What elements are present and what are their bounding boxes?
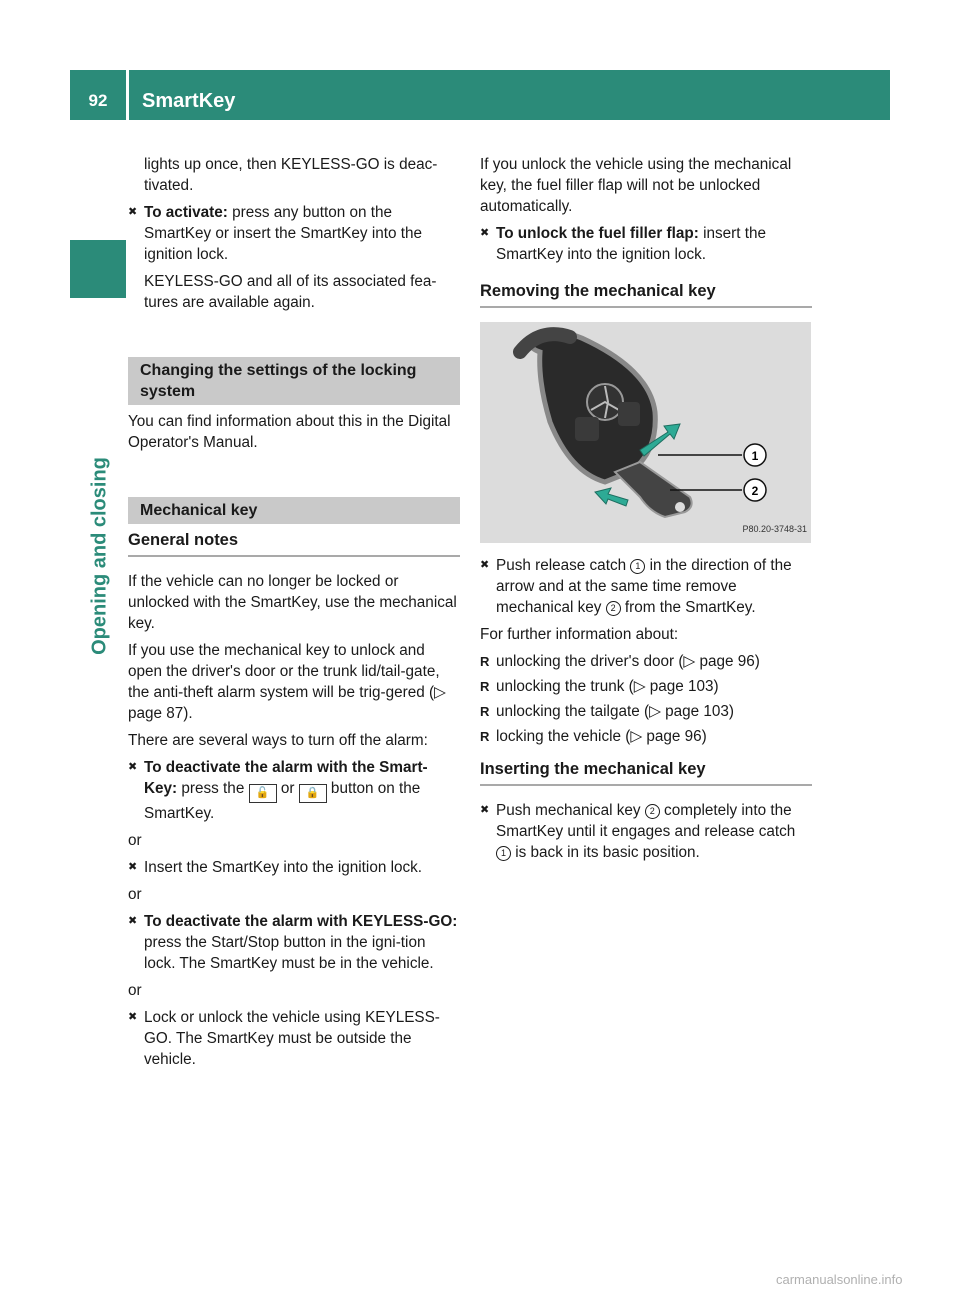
step-label: To activate: (144, 204, 228, 221)
step-insert-smartkey: ✖ Insert the SmartKey into the ignition lock. (128, 857, 460, 878)
callout-1: 1 (751, 449, 759, 463)
list-item: R locking the vehicle (▷ page 96) (480, 726, 812, 747)
smartkey-illustration (480, 322, 811, 543)
paragraph: There are several ways to turn off the alarm: (128, 732, 428, 749)
section-title: SmartKey (142, 90, 236, 112)
or-text: or (128, 982, 142, 999)
continued-text: lights up once, then KEYLESS-GO is deac-tivated. (144, 156, 438, 194)
heading-removing-key: Removing the mechanical key (480, 281, 812, 308)
step-lock-unlock-keyless: ✖ Lock or unlock the vehicle using KEYLESS-GO. The SmartKey must be outside the vehicle. (128, 1007, 460, 1070)
step-fuel-flap: ✖ To unlock the fuel filler flap: insert the SmartKey into the ignition lock. (480, 223, 812, 265)
lock-icon: 🔒 (299, 784, 327, 803)
paragraph: For further information about: (480, 626, 679, 643)
step-deactivate-smartkey: ✖ To deactivate the alarm with the Smart-Key: press the 🔓 or 🔒 button on the SmartKey. (128, 757, 460, 824)
page-header (70, 70, 890, 120)
heading-locking-settings: Changing the settings of the locking system (128, 357, 460, 405)
chapter-label: Opening and closing (88, 457, 111, 655)
or-text: or (128, 886, 142, 903)
paragraph-locking: You can find information about this in the Digital Operator's Manual. (128, 413, 451, 451)
step-push-release: ✖ Push release catch 1 in the direction of the arrow and at the same time remove mechanical key 2 from the SmartKey. (480, 555, 812, 618)
step-result: KEYLESS-GO and all of its associated fea-tures are available again. (144, 273, 437, 311)
heading-inserting-key: Inserting the mechanical key (480, 759, 812, 786)
list-item: R unlocking the tailgate (▷ page 103) (480, 701, 812, 722)
list-item: R unlocking the driver's door (▷ page 96) (480, 651, 812, 672)
callout-ref-2: 2 (645, 804, 660, 819)
smartkey-figure (480, 322, 811, 543)
paragraph: If you use the mechanical key to unlock and open the driver's door or the trunk lid/tail-gate, the anti-theft alarm system will be trig-gered (▷ page 87). (128, 642, 446, 722)
callout-ref-1: 1 (630, 559, 645, 574)
side-tab-marker (70, 240, 126, 298)
watermark-text: carmanualsonline.info (776, 1272, 903, 1287)
header-divider (126, 70, 129, 120)
unlock-icon: 🔓 (249, 784, 277, 803)
callout-ref-1: 1 (496, 846, 511, 861)
left-column (128, 154, 460, 1076)
step-deactivate-keyless: ✖ To deactivate the alarm with KEYLESS-GO: press the Start/Stop button in the igni-tion lock. The SmartKey must be in the vehicle. (128, 911, 460, 974)
heading-general-notes: General notes (128, 530, 460, 557)
paragraph: If the vehicle can no longer be locked or unlocked with the SmartKey, use the mechanical key. (128, 573, 457, 632)
figure-id: P80.20-3748-31 (742, 524, 807, 534)
or-text: or (128, 832, 142, 849)
step-insert-key: ✖ Push mechanical key 2 completely into the SmartKey until it engages and release catch 1 is back in its basic position. (480, 800, 812, 863)
right-column (480, 154, 812, 869)
page-number: 92 (88, 91, 108, 110)
callout-2: 2 (751, 484, 759, 498)
list-item: R unlocking the trunk (▷ page 103) (480, 676, 812, 697)
step-activate: ✖ To activate: press any button on the SmartKey or insert the SmartKey into the ignition lock. (128, 202, 460, 265)
paragraph: If you unlock the vehicle using the mechanical key, the fuel filler flap will not be unlocked automatically. (480, 156, 792, 215)
heading-mechanical-key: Mechanical key (128, 497, 460, 524)
callout-ref-2: 2 (606, 601, 621, 616)
